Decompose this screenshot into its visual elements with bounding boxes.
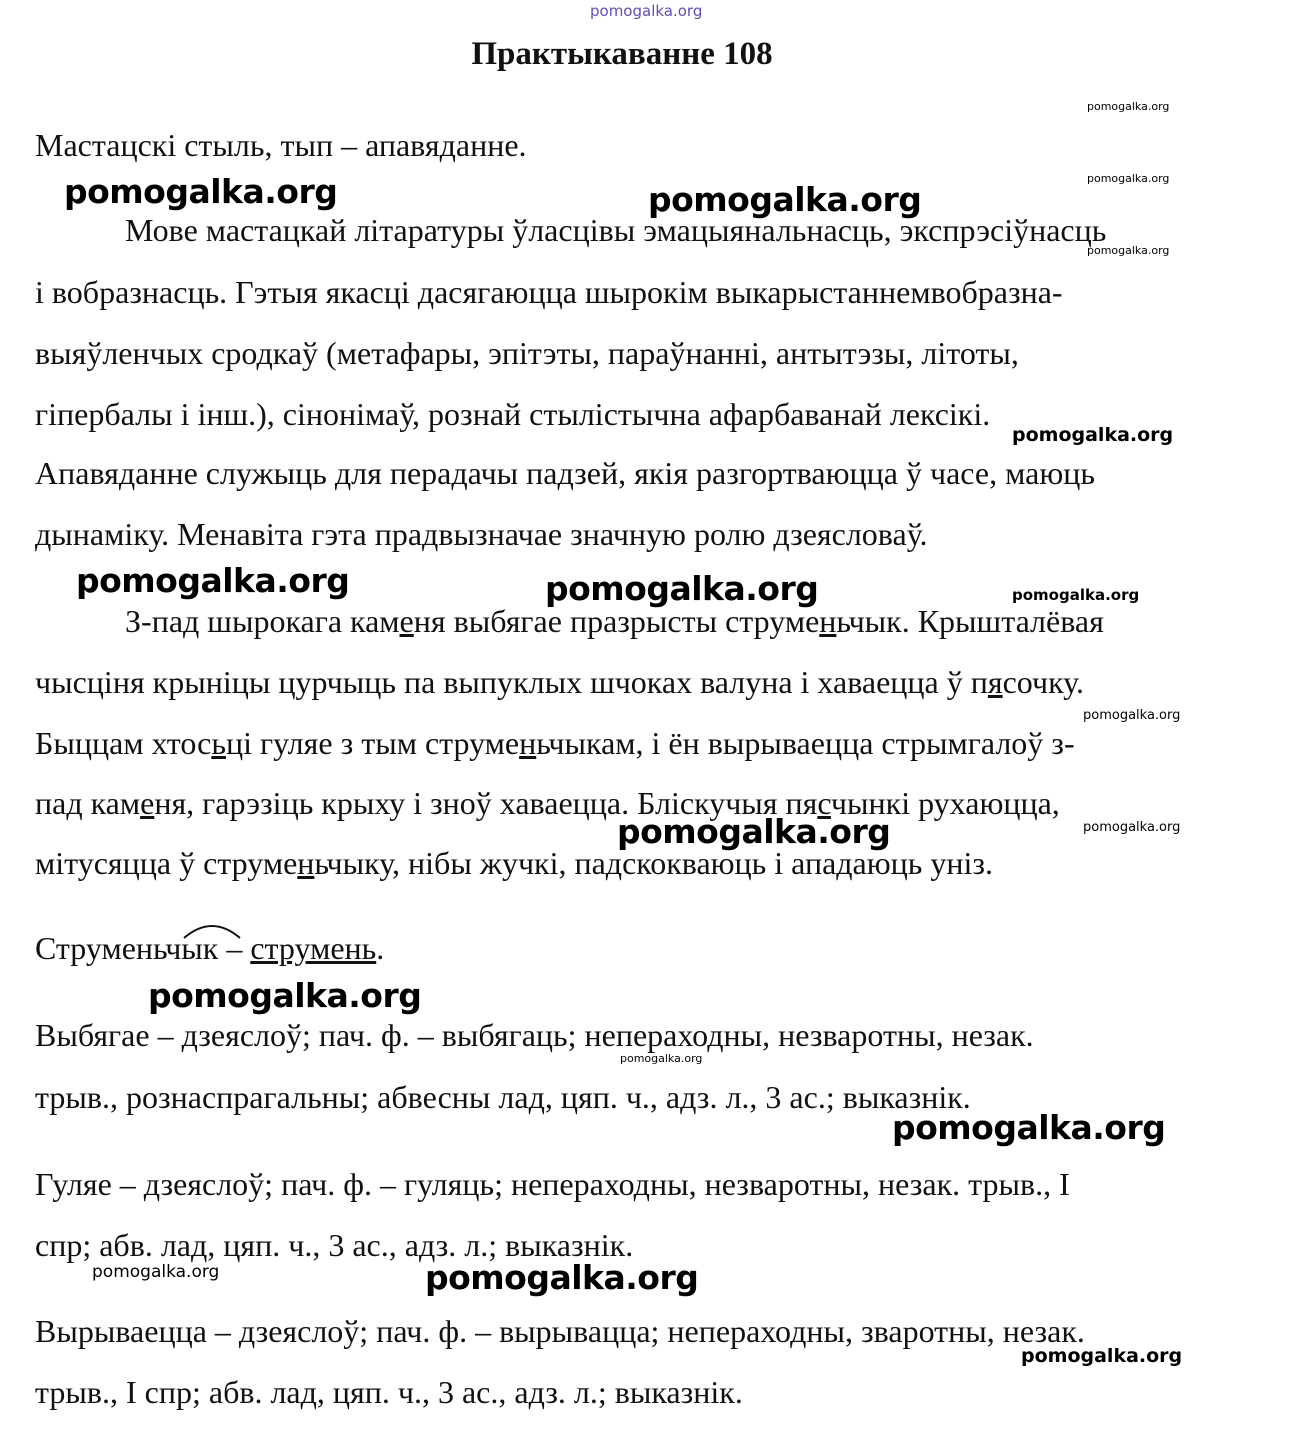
root-word: струмень bbox=[250, 930, 377, 966]
watermark: pomogalka.org bbox=[1012, 586, 1140, 604]
underlined-letter: с bbox=[817, 785, 831, 821]
parsing-line: трыв., рознаспрагальны; абвесны лад, цяп. ч., адз. л., 3 ас.; выказнік. bbox=[35, 1079, 971, 1115]
underlined-letter: е bbox=[140, 785, 155, 821]
watermark: pomogalka.org bbox=[1083, 708, 1181, 723]
watermark: pomogalka.org bbox=[1083, 820, 1181, 835]
paragraph1-line: гіпербалы і інш.), сінонімаў, рознай стылістычна афарбаванай лексікі. bbox=[35, 396, 991, 432]
parsing-line: Вырываецца – дзеяслоў; пач. ф. – вырывацца; непераходны, зваротны, незак. bbox=[35, 1313, 1085, 1349]
underlined-letter: н bbox=[297, 845, 315, 881]
parsing-line: Гуляе – дзеяслоў; пач. ф. – гуляць; непераходны, незваротны, незак. трыв., I bbox=[35, 1166, 1070, 1202]
paragraph2-line: пад каменя, гарэзіць крыху і зноў хаваецца. Бліскучыя пясчынкі рухаюцца, bbox=[35, 785, 1060, 821]
watermark: pomogalka.org bbox=[617, 812, 891, 851]
watermark: pomogalka.org bbox=[1087, 100, 1170, 113]
underlined-letter: ь bbox=[211, 725, 226, 761]
watermark: pomogalka.org bbox=[148, 976, 422, 1015]
watermark: pomogalka.org bbox=[425, 1258, 699, 1297]
underlined-letter: н bbox=[819, 603, 837, 639]
watermark: pomogalka.org bbox=[76, 561, 350, 600]
parsing-line: трыв., I спр; абв. лад, цяп. ч., 3 ас., адз. л.; выказнік. bbox=[35, 1374, 743, 1410]
parsing-line: спр; абв. лад, цяп. ч., 3 ас., адз. л.; выказнік. bbox=[35, 1227, 634, 1263]
watermark: pomogalka.org bbox=[1087, 244, 1170, 257]
paragraph2-line: чысціня крыніцы цурчыць па выпуклых шчоках валуна і хаваецца ў пясочку. bbox=[35, 664, 1084, 700]
watermark: pomogalka.org bbox=[1021, 1345, 1183, 1367]
watermark: pomogalka.org bbox=[620, 1052, 703, 1065]
watermark: pomogalka.org bbox=[92, 1262, 220, 1282]
watermark-top: pomogalka.org bbox=[590, 2, 703, 20]
watermark: pomogalka.org bbox=[1087, 172, 1170, 185]
paragraph1-line: Апавяданне служыць для перадачы падзей, якія разгортваюцца ў часе, маюць bbox=[35, 455, 1095, 491]
paragraph2-line: З-пад шырокага каменя выбягае празрысты струменьчык. Крышталёвая bbox=[125, 603, 1104, 639]
watermark: pomogalka.org bbox=[545, 569, 819, 608]
paragraph1-line: дынаміку. Менавіта гэта прадвызначае значную ролю дзеясловаў. bbox=[35, 516, 928, 552]
paragraph1-line: і вобразнасць. Гэтыя якасці дасягаюцца шырокім выкарыстаннемвобразна- bbox=[35, 274, 1063, 310]
word-analysis: Струменьчык – струмень. bbox=[35, 930, 385, 966]
underlined-letter: е bbox=[399, 603, 414, 639]
paragraph2-line: Быццам хтосьці гуляе з тым струменьчыкам, і ён вырываецца стрымгалоў з- bbox=[35, 725, 1075, 761]
page-title: Практыкаванне 108 bbox=[471, 36, 773, 72]
paragraph2-line: мітусяцца ў струменьчыку, нібы жучкі, падскокваюць і ападаюць уніз. bbox=[35, 845, 994, 881]
watermark: pomogalka.org bbox=[64, 172, 338, 211]
paragraph1-line: Мове мастацкай літаратуры ўласцівы эмацыянальнасць, экспрэсіўнасць bbox=[125, 212, 1107, 248]
paragraph1-line: выяўленчых сродкаў (метафары, эпітэты, параўнанні, антытэзы, літоты, bbox=[35, 335, 1019, 371]
watermark: pomogalka.org bbox=[892, 1108, 1166, 1147]
watermark: pomogalka.org bbox=[648, 180, 922, 219]
parsing-line: Выбягае – дзеяслоў; пач. ф. – выбягаць; непераходны, незваротны, незак. bbox=[35, 1017, 1034, 1053]
underlined-letter: я bbox=[987, 664, 1003, 700]
underlined-letter: н bbox=[519, 725, 537, 761]
style-line: Мастацскі стыль, тып – апавяданне. bbox=[35, 127, 527, 163]
watermark: pomogalka.org bbox=[1012, 424, 1174, 446]
